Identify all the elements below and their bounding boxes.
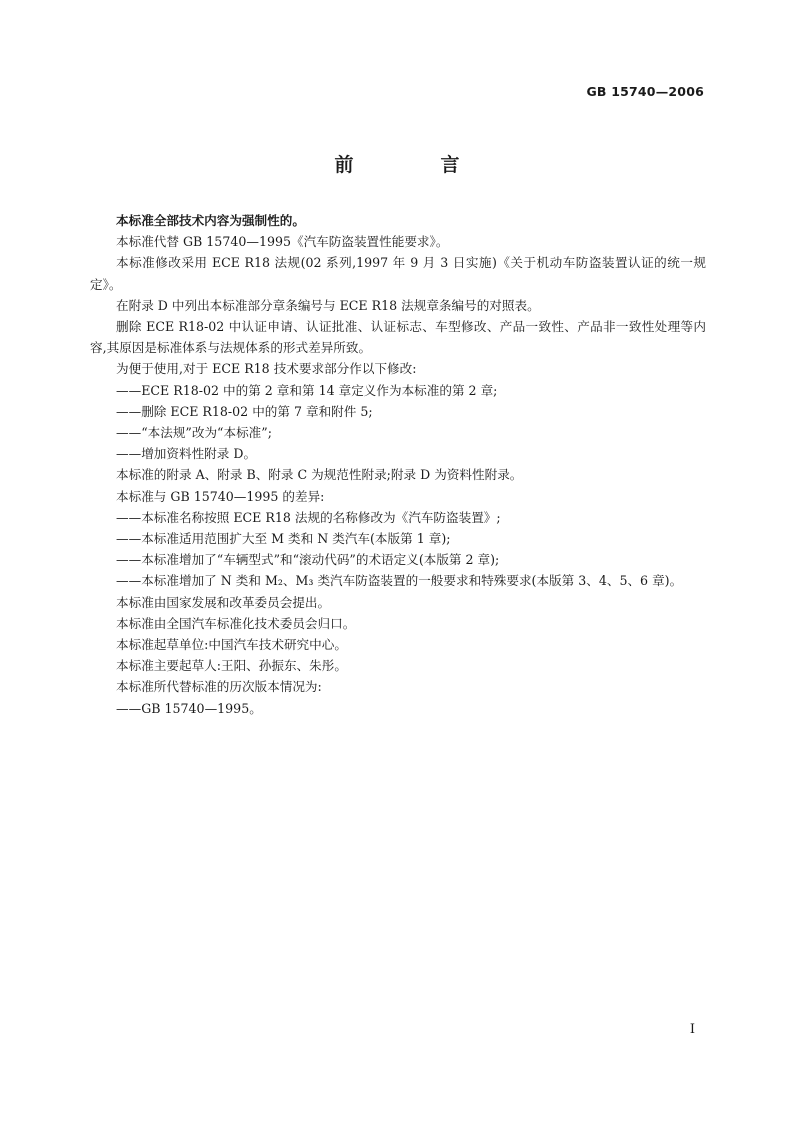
list-item: ——本标准适用范围扩大至 M 类和 N 类汽车(本版第 1 章); [116,531,451,547]
page-number: I [689,1022,695,1037]
paragraph-modifications-intro: 为便于使用,对于 ECE R18 技术要求部分作以下修改: [116,361,417,377]
mandatory-statement: 本标准全部技术内容为强制性的。 [116,213,305,228]
list-item: ——“本法规”改为“本标准”; [116,425,272,441]
list-item: ——GB 15740—1995。 [116,700,262,716]
paragraph-replaces: 本标准代替 GB 15740—1995《汽车防盗装置性能要求》。 [116,234,449,250]
list-item: ——本标准增加了“车辆型式”和“滚动代码”的术语定义(本版第 2 章); [116,552,500,568]
list-item: ——ECE R18-02 中的第 2 章和第 14 章定义作为本标准的第 2 章; [116,382,498,398]
paragraph-differences-intro: 本标准与 GB 15740—1995 的差异: [116,488,325,504]
list-item: ——删除 ECE R18-02 中的第 7 章和附件 5; [116,403,373,419]
paragraph-adoption: 本标准修改采用 ECE R18 法规(02 系列,1997 年 9 月 3 日实施)《关于机动车防盗装置认证的统一规定》。 [90,255,706,292]
paragraph-appendix-d: 在附录 D 中列出本标准部分章条编号与 ECE R18 法规章条编号的对照表。 [116,297,540,313]
list-item: ——本标准增加了 N 类和 M₂、M₃ 类汽车防盗装置的一般要求和特殊要求(本版第 3、4、5、6 章)。 [116,573,683,589]
page-title: 前 言 [334,154,494,176]
standard-number: GB 15740—2006 [586,84,704,99]
paragraph-proposer: 本标准由国家发展和改革委员会提出。 [116,594,331,610]
list-item: ——增加资料性附录 D。 [116,446,257,462]
paragraph-appendix-types: 本标准的附录 A、附录 B、附录 C 为规范性附录;附录 D 为资料性附录。 [116,467,523,483]
list-item: ——本标准名称按照 ECE R18 法规的名称修改为《汽车防盗装置》; [116,509,501,525]
paragraph-history-intro: 本标准所代替标准的历次版本情况为: [116,679,322,695]
paragraph-drafters: 本标准主要起草人:王阳、孙振东、朱彤。 [116,658,347,674]
paragraph-committee: 本标准由全国汽车标准化技术委员会归口。 [116,615,356,631]
paragraph-deletions: 删除 ECE R18-02 中认证申请、认证批准、认证标志、车型修改、产品一致性、产品非一致性处理等内容,其原因是标准体系与法规体系的形式差异所致。 [90,319,706,356]
foreword-body [90,210,706,719]
paragraph-drafting-unit: 本标准起草单位:中国汽车技术研究中心。 [116,637,347,653]
